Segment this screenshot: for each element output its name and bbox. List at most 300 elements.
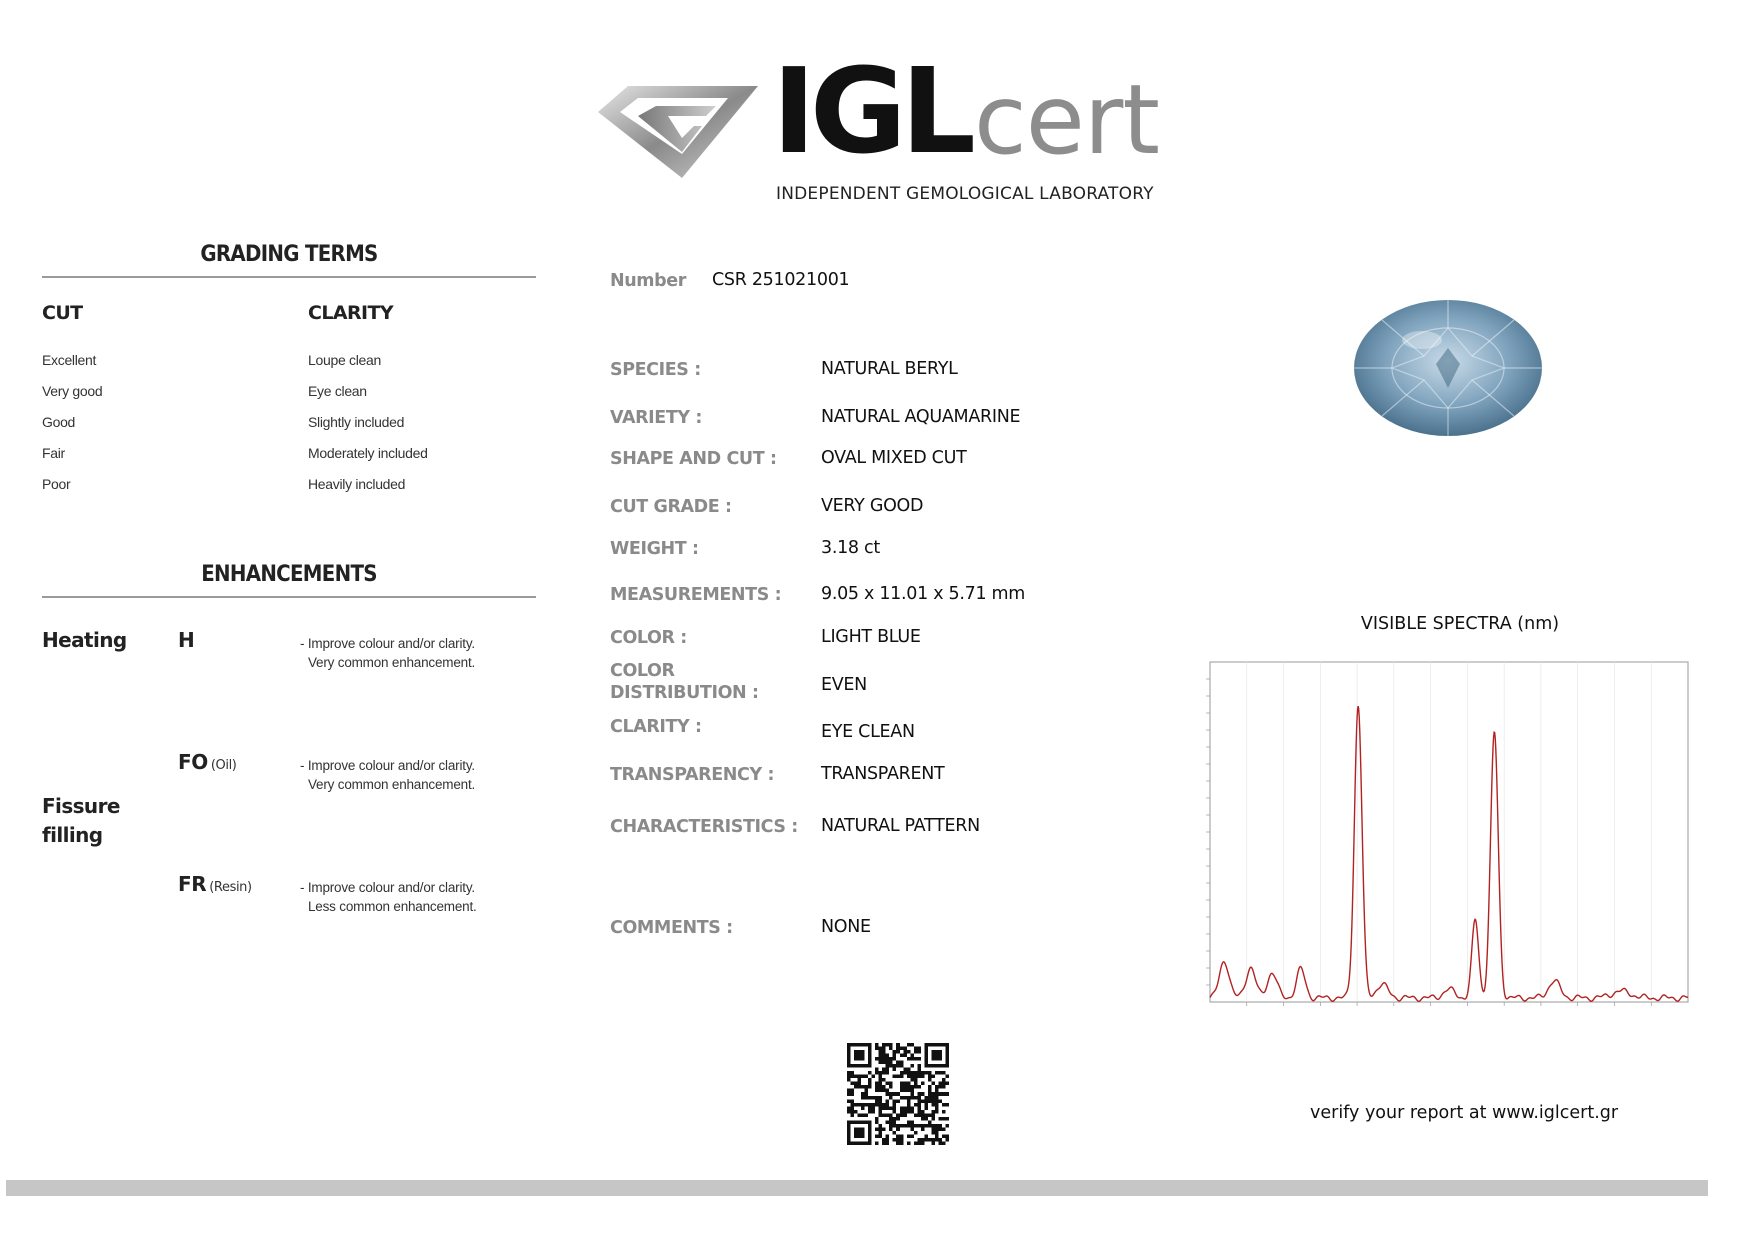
qr-module: [858, 1131, 862, 1135]
qr-module: [886, 1054, 890, 1058]
qr-module: [910, 1092, 914, 1096]
grading-terms-title: GRADING TERMS: [200, 242, 378, 267]
qr-module: [938, 1050, 942, 1054]
qr-module: [928, 1113, 932, 1117]
qr-module: [917, 1096, 921, 1100]
color-label: COLOR :: [610, 628, 687, 648]
qr-module: [889, 1117, 893, 1121]
qr-module: [865, 1103, 869, 1107]
qr-module: [858, 1141, 862, 1145]
qr-module: [889, 1082, 893, 1086]
transparency-label: TRANSPARENCY :: [610, 765, 775, 785]
qr-module: [931, 1050, 935, 1054]
qr-module: [931, 1110, 935, 1114]
cut-term: Very good: [42, 383, 103, 399]
brand-suffix: cert: [974, 64, 1159, 176]
qr-module: [924, 1050, 928, 1054]
qr-module: [942, 1092, 946, 1096]
qr-module: [861, 1096, 865, 1100]
qr-module: [886, 1113, 890, 1117]
qr-module: [935, 1131, 939, 1135]
qr-module: [868, 1110, 872, 1114]
qr-module: [938, 1082, 942, 1086]
qr-module: [875, 1127, 879, 1131]
qr-module: [858, 1043, 862, 1047]
qr-module: [851, 1043, 855, 1047]
fissure-filling-name: Fissure filling: [42, 794, 120, 847]
qr-module: [847, 1047, 851, 1051]
qr-module: [868, 1127, 872, 1131]
qr-module: [942, 1127, 946, 1131]
qr-module: [945, 1064, 949, 1068]
qr-module: [879, 1106, 883, 1110]
qr-module: [910, 1089, 914, 1093]
qr-module: [931, 1075, 935, 1079]
qr-module: [945, 1117, 949, 1121]
cut-term: Fair: [42, 445, 65, 461]
qr-module: [942, 1071, 946, 1075]
qr-module: [928, 1043, 932, 1047]
qr-module: [945, 1103, 949, 1107]
qr-module: [854, 1043, 858, 1047]
qr-module: [903, 1096, 907, 1100]
qr-module: [928, 1092, 932, 1096]
qr-module: [847, 1043, 851, 1047]
qr-module: [914, 1082, 918, 1086]
qr-module: [938, 1064, 942, 1068]
qr-module: [847, 1064, 851, 1068]
qr-module: [865, 1043, 869, 1047]
qr-module: [868, 1047, 872, 1051]
qr-module: [847, 1131, 851, 1135]
qr-module: [931, 1096, 935, 1100]
qr-module: [917, 1138, 921, 1142]
qr-module: [851, 1110, 855, 1114]
qr-module: [896, 1141, 900, 1145]
qr-module: [861, 1131, 865, 1135]
qr-module: [914, 1103, 918, 1107]
qr-module: [935, 1085, 939, 1089]
grading-terms-divider: [42, 276, 536, 278]
enhancements-divider: [42, 596, 536, 598]
qr-module: [938, 1117, 942, 1121]
qr-module: [882, 1085, 886, 1089]
qr-module: [879, 1082, 883, 1086]
qr-module: [900, 1082, 904, 1086]
qr-module: [861, 1113, 865, 1117]
qr-module: [889, 1096, 893, 1100]
qr-module: [910, 1096, 914, 1100]
qr-module: [865, 1096, 869, 1100]
characteristics-value: NATURAL PATTERN: [821, 816, 980, 836]
enhancements-title: ENHANCEMENTS: [201, 562, 377, 587]
qr-module: [882, 1089, 886, 1093]
qr-module: [889, 1064, 893, 1068]
qr-module: [868, 1057, 872, 1061]
qr-module: [875, 1082, 879, 1086]
qr-module: [924, 1096, 928, 1100]
qr-module: [896, 1124, 900, 1128]
qr-module: [942, 1141, 946, 1145]
qr-module: [907, 1110, 911, 1114]
qr-module: [875, 1120, 879, 1124]
qr-module: [924, 1043, 928, 1047]
qr-module: [882, 1047, 886, 1051]
qr-module: [872, 1096, 876, 1100]
qr-module: [931, 1057, 935, 1061]
qr-module: [868, 1106, 872, 1110]
qr-module: [921, 1071, 925, 1075]
qr-module: [896, 1075, 900, 1079]
qr-module: [851, 1103, 855, 1107]
qr-module: [865, 1092, 869, 1096]
qr-module: [879, 1134, 883, 1138]
qr-module: [861, 1050, 865, 1054]
qr-module: [924, 1057, 928, 1061]
qr-module: [900, 1110, 904, 1114]
qr-module: [900, 1106, 904, 1110]
qr-module: [945, 1057, 949, 1061]
qr-module: [879, 1050, 883, 1054]
qr-module: [879, 1071, 883, 1075]
qr-module: [900, 1134, 904, 1138]
qr-module: [935, 1127, 939, 1131]
qr-module: [861, 1054, 865, 1058]
qr-module: [900, 1141, 904, 1145]
qr-module: [931, 1113, 935, 1117]
qr-module: [879, 1110, 883, 1114]
qr-module: [851, 1075, 855, 1079]
qr-module: [917, 1106, 921, 1110]
qr-module: [889, 1106, 893, 1110]
qr-module: [875, 1099, 879, 1103]
qr-module: [889, 1127, 893, 1131]
species-value: NATURAL BERYL: [821, 359, 958, 379]
qr-module: [872, 1103, 876, 1107]
qr-module: [900, 1124, 904, 1128]
qr-module: [893, 1110, 897, 1114]
qr-module: [903, 1071, 907, 1075]
qr-module: [935, 1096, 939, 1100]
qr-module: [886, 1092, 890, 1096]
qr-module: [879, 1085, 883, 1089]
qr-module: [928, 1138, 932, 1142]
qr-module: [875, 1141, 879, 1145]
qr-module: [910, 1043, 914, 1047]
qr-module: [938, 1071, 942, 1075]
qr-module: [935, 1124, 939, 1128]
qr-module: [931, 1099, 935, 1103]
qr-module: [921, 1124, 925, 1128]
qr-module: [921, 1099, 925, 1103]
brand-main: IGL: [772, 42, 970, 180]
qr-module: [847, 1089, 851, 1093]
qr-module: [861, 1106, 865, 1110]
qr-module: [886, 1089, 890, 1093]
qr-module: [935, 1071, 939, 1075]
qr-module: [882, 1138, 886, 1142]
qr-module: [935, 1110, 939, 1114]
qr-module: [914, 1141, 918, 1145]
qr-module: [847, 1057, 851, 1061]
cut-term: Excellent: [42, 352, 97, 368]
qr-module: [942, 1078, 946, 1082]
qr-module: [896, 1092, 900, 1096]
qr-module: [886, 1138, 890, 1142]
shape-and-cut-label: SHAPE AND CUT :: [610, 449, 777, 469]
qr-module: [851, 1089, 855, 1093]
qr-module: [868, 1141, 872, 1145]
qr-module: [893, 1064, 897, 1068]
qr-module: [942, 1043, 946, 1047]
qr-module: [854, 1085, 858, 1089]
qr-module: [868, 1096, 872, 1100]
spectra-title: VISIBLE SPECTRA (nm): [1360, 614, 1560, 634]
qr-module: [851, 1082, 855, 1086]
qr-module: [914, 1075, 918, 1079]
cut-grade-label: CUT GRADE :: [610, 497, 732, 517]
qr-module: [910, 1124, 914, 1128]
qr-module: [847, 1120, 851, 1124]
qr-module: [907, 1043, 911, 1047]
qr-module: [893, 1103, 897, 1107]
qr-module: [903, 1110, 907, 1114]
qr-module: [886, 1068, 890, 1072]
qr-module: [889, 1061, 893, 1065]
qr-module: [896, 1134, 900, 1138]
qr-module: [886, 1043, 890, 1047]
fissure-oil-description: - Improve colour and/or clarity. Very common enhancement.: [300, 758, 476, 792]
qr-module: [900, 1075, 904, 1079]
qr-module: [889, 1113, 893, 1117]
qr-module: [931, 1043, 935, 1047]
qr-module: [921, 1082, 925, 1086]
verify-report-text: verify your report at www.iglcert.gr: [1310, 1103, 1619, 1123]
qr-module: [910, 1057, 914, 1061]
qr-module: [931, 1124, 935, 1128]
qr-module: [910, 1075, 914, 1079]
qr-module: [889, 1043, 893, 1047]
qr-module: [893, 1054, 897, 1058]
qr-module: [896, 1099, 900, 1103]
qr-module: [858, 1134, 862, 1138]
qr-module: [854, 1110, 858, 1114]
qr-module: [882, 1054, 886, 1058]
qr-module: [854, 1120, 858, 1124]
qr-module: [928, 1085, 932, 1089]
qr-module: [917, 1113, 921, 1117]
qr-module: [875, 1043, 879, 1047]
qr-module: [907, 1050, 911, 1054]
qr-module: [914, 1085, 918, 1089]
qr-module: [917, 1099, 921, 1103]
qr-module: [935, 1106, 939, 1110]
qr-module: [868, 1082, 872, 1086]
qr-module: [907, 1124, 911, 1128]
qr-module: [931, 1054, 935, 1058]
transparency-value: TRANSPARENT: [821, 764, 945, 784]
qr-module: [928, 1071, 932, 1075]
clarity-term: Slightly included: [308, 414, 405, 430]
qr-module: [861, 1134, 865, 1138]
qr-module: [935, 1050, 939, 1054]
qr-module: [875, 1096, 879, 1100]
qr-module: [851, 1120, 855, 1124]
qr-module: [851, 1064, 855, 1068]
qr-module: [865, 1085, 869, 1089]
qr-module: [900, 1061, 904, 1065]
qr-module: [882, 1103, 886, 1107]
qr-module: [847, 1127, 851, 1131]
footer-bar: [6, 1180, 1708, 1196]
qr-module: [896, 1064, 900, 1068]
qr-module: [903, 1089, 907, 1093]
qr-module: [893, 1050, 897, 1054]
qr-module: [868, 1043, 872, 1047]
report-number-value: CSR 251021001: [712, 270, 850, 290]
qr-module: [847, 1054, 851, 1058]
qr-module: [938, 1043, 942, 1047]
qr-module: [879, 1047, 883, 1051]
qr-module: [907, 1134, 911, 1138]
qr-module: [921, 1110, 925, 1114]
qr-module: [875, 1103, 879, 1107]
qr-module: [907, 1082, 911, 1086]
qr-module: [935, 1134, 939, 1138]
qr-module: [886, 1141, 890, 1145]
qr-module: [921, 1141, 925, 1145]
qr-module: [938, 1057, 942, 1061]
qr-module: [921, 1092, 925, 1096]
qr-module: [893, 1138, 897, 1142]
qr-module: [945, 1138, 949, 1142]
qr-module: [900, 1138, 904, 1142]
qr-module: [893, 1120, 897, 1124]
qr-module: [945, 1092, 949, 1096]
qr-module: [945, 1061, 949, 1065]
cut-term: Good: [42, 414, 76, 430]
qr-module: [938, 1085, 942, 1089]
qr-module: [879, 1103, 883, 1107]
qr-module: [924, 1117, 928, 1121]
qr-module: [865, 1064, 869, 1068]
qr-module: [914, 1047, 918, 1051]
qr-module: [882, 1078, 886, 1082]
qr-module: [854, 1131, 858, 1135]
qr-module: [910, 1134, 914, 1138]
qr-module: [858, 1054, 862, 1058]
qr-module: [910, 1106, 914, 1110]
qr-module: [893, 1057, 897, 1061]
qr-module: [910, 1078, 914, 1082]
qr-module: [896, 1138, 900, 1142]
qr-module: [900, 1089, 904, 1093]
qr-module: [907, 1141, 911, 1145]
qr-module: [893, 1092, 897, 1096]
qr-module: [903, 1068, 907, 1072]
qr-module: [931, 1141, 935, 1145]
qr-module: [861, 1075, 865, 1079]
qr-module: [865, 1075, 869, 1079]
qr-module: [879, 1089, 883, 1093]
qr-module: [935, 1054, 939, 1058]
qr-module: [928, 1064, 932, 1068]
qr-module: [854, 1103, 858, 1107]
qr-module: [942, 1103, 946, 1107]
qr-module: [907, 1071, 911, 1075]
clarity-heading: CLARITY: [308, 302, 393, 324]
qr-module: [900, 1096, 904, 1100]
qr-module: [903, 1047, 907, 1051]
comments-value: NONE: [821, 917, 871, 937]
measurements-label: MEASUREMENTS :: [610, 585, 782, 605]
qr-module: [945, 1047, 949, 1051]
qr-module: [917, 1057, 921, 1061]
qr-module: [868, 1064, 872, 1068]
qr-module: [861, 1141, 865, 1145]
qr-module: [879, 1054, 883, 1058]
fissure-resin-code: FR (Resin): [178, 872, 252, 896]
qr-module: [896, 1047, 900, 1051]
qr-module: [931, 1064, 935, 1068]
qr-module: [889, 1085, 893, 1089]
qr-module: [868, 1124, 872, 1128]
qr-module: [886, 1099, 890, 1103]
qr-module: [917, 1085, 921, 1089]
qr-code-icon[interactable]: [847, 1043, 949, 1145]
qr-module: [879, 1075, 883, 1079]
qr-module: [875, 1057, 879, 1061]
qr-module: [931, 1092, 935, 1096]
brand-tagline: INDEPENDENT GEMOLOGICAL LABORATORY: [776, 184, 1154, 204]
qr-module: [942, 1134, 946, 1138]
qr-module: [924, 1061, 928, 1065]
qr-module: [879, 1124, 883, 1128]
qr-module: [900, 1054, 904, 1058]
qr-module: [854, 1057, 858, 1061]
qr-module: [924, 1064, 928, 1068]
qr-module: [861, 1103, 865, 1107]
qr-module: [938, 1092, 942, 1096]
qr-module: [917, 1124, 921, 1128]
qr-module: [914, 1096, 918, 1100]
qr-module: [935, 1064, 939, 1068]
qr-module: [875, 1117, 879, 1121]
qr-module: [893, 1117, 897, 1121]
qr-module: [886, 1057, 890, 1061]
qr-module: [886, 1061, 890, 1065]
qr-module: [896, 1117, 900, 1121]
qr-module: [854, 1134, 858, 1138]
qr-module: [879, 1113, 883, 1117]
qr-module: [858, 1078, 862, 1082]
qr-module: [928, 1124, 932, 1128]
qr-module: [924, 1099, 928, 1103]
qr-module: [900, 1047, 904, 1051]
qr-module: [945, 1050, 949, 1054]
qr-module: [924, 1106, 928, 1110]
qr-module: [924, 1054, 928, 1058]
qr-module: [900, 1071, 904, 1075]
qr-module: [868, 1050, 872, 1054]
qr-module: [938, 1141, 942, 1145]
qr-module: [938, 1054, 942, 1058]
qr-module: [907, 1120, 911, 1124]
qr-module: [868, 1120, 872, 1124]
qr-module: [889, 1057, 893, 1061]
qr-module: [917, 1092, 921, 1096]
qr-module: [928, 1078, 932, 1082]
